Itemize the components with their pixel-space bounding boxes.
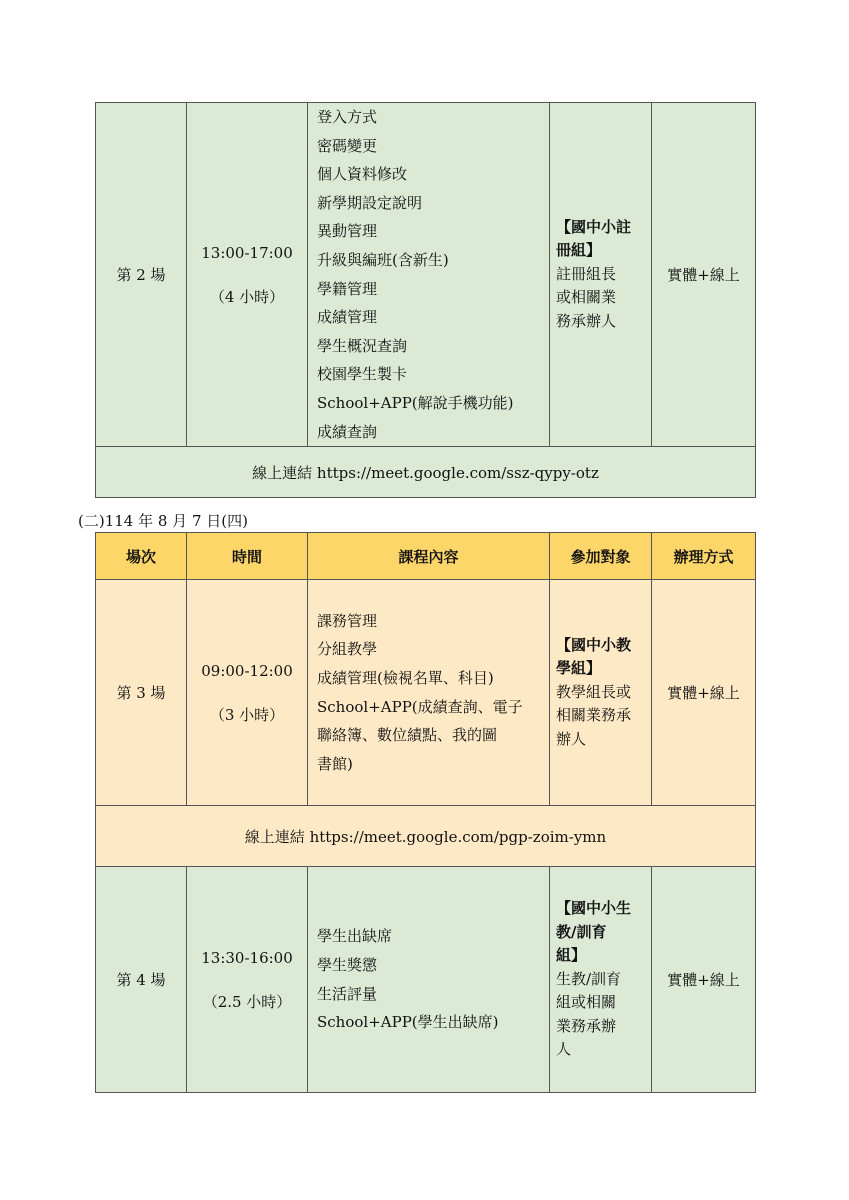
- session-cell: 第 2 場: [96, 103, 187, 447]
- header-audience: 參加對象: [550, 533, 652, 580]
- audience-text: 或相關業: [556, 288, 617, 307]
- session-table-1: [95, 102, 756, 498]
- session-table-2: [95, 532, 756, 1093]
- content-item: 新學期設定說明: [317, 193, 423, 212]
- audience-text: 務承辦人: [556, 311, 617, 330]
- audience-cell: [550, 580, 652, 806]
- audience-text: 組或相關: [556, 993, 617, 1012]
- content-item: School+APP(解說手機功能): [317, 393, 514, 412]
- session-cell: 第 3 場: [96, 580, 187, 806]
- link-row: [96, 447, 756, 498]
- date-heading: (二)114 年 8 月 7 日(四): [78, 512, 248, 530]
- mode-cell: 實體+線上: [652, 580, 756, 806]
- content-item: 聯絡簿、數位績點、我的圖: [317, 726, 498, 745]
- content-item: 成績管理(檢視名單、科目): [317, 668, 494, 687]
- audience-text: 人: [556, 1040, 572, 1059]
- audience-title: 【國中小生: [556, 899, 632, 918]
- mode-cell: 實體+線上: [652, 103, 756, 447]
- audience-title: 【國中小教: [556, 635, 632, 654]
- audience-text: 生教/訓育: [556, 969, 622, 988]
- content-item: 個人資料修改: [317, 165, 408, 184]
- content-item: School+APP(成績查詢、電子: [317, 697, 523, 716]
- audience-title: 冊組】: [556, 241, 602, 260]
- content-item: 校園學生製卡: [317, 365, 408, 384]
- table-header-row: [96, 533, 756, 580]
- content-item: 登入方式: [317, 108, 378, 126]
- audience-text: 業務承辦: [556, 1016, 617, 1035]
- audience-title: 學組】: [556, 659, 602, 678]
- link-row: [96, 806, 756, 867]
- session-cell: 第 4 場: [96, 867, 187, 1093]
- meeting-link[interactable]: 線上連結 https://meet.google.com/ssz-qypy-otz: [96, 447, 756, 498]
- audience-cell: [550, 867, 652, 1093]
- header-content: 課程內容: [308, 533, 550, 580]
- duration: （3 小時）: [209, 705, 285, 724]
- content-cell: [308, 867, 550, 1093]
- header-mode: 辦理方式: [652, 533, 756, 580]
- duration: （4 小時）: [209, 287, 285, 306]
- table-row: [96, 580, 756, 806]
- content-cell: [308, 580, 550, 806]
- audience-text: 註冊組長: [556, 264, 617, 283]
- content-item: 升級與編班(含新生): [317, 250, 449, 269]
- table-row: [96, 867, 756, 1093]
- time-cell: [187, 580, 308, 806]
- audience-title: 【國中小註: [556, 217, 632, 236]
- audience-text: 教學組長或: [556, 682, 632, 701]
- content-item: 生活評量: [317, 984, 378, 1003]
- header-session: 場次: [96, 533, 187, 580]
- content-item: 成績管理: [317, 308, 378, 327]
- table-row: [96, 103, 756, 447]
- content-item: 異動管理: [317, 222, 378, 241]
- audience-title: 教/訓育: [556, 922, 607, 941]
- content-item: 分組教學: [317, 640, 378, 659]
- content-cell: [308, 103, 550, 447]
- time-range: 13:30-16:00: [201, 948, 293, 967]
- content-item: 密碼變更: [317, 136, 378, 155]
- duration: （2.5 小時）: [202, 992, 292, 1011]
- time-range: 09:00-12:00: [201, 661, 293, 680]
- time-cell: [187, 867, 308, 1093]
- audience-text: 辦人: [556, 729, 587, 748]
- content-item: 學籍管理: [317, 279, 378, 298]
- audience-cell: [550, 103, 652, 447]
- mode-cell: 實體+線上: [652, 867, 756, 1093]
- content-item: 書館): [317, 754, 353, 773]
- content-item: 學生出缺席: [317, 927, 393, 946]
- meeting-link[interactable]: 線上連結 https://meet.google.com/pgp-zoim-ymn: [96, 806, 756, 867]
- content-item: 學生概況查詢: [317, 336, 408, 355]
- content-item: 課務管理: [317, 611, 378, 630]
- header-time: 時間: [187, 533, 308, 580]
- content-item: 成績查詢: [317, 422, 378, 441]
- audience-text: 相關業務承: [556, 706, 632, 725]
- content-item: School+APP(學生出缺席): [317, 1013, 499, 1032]
- time-range: 13:00-17:00: [201, 243, 293, 262]
- time-cell: [187, 103, 308, 447]
- content-item: 學生獎懲: [317, 955, 378, 974]
- audience-title: 組】: [556, 946, 587, 965]
